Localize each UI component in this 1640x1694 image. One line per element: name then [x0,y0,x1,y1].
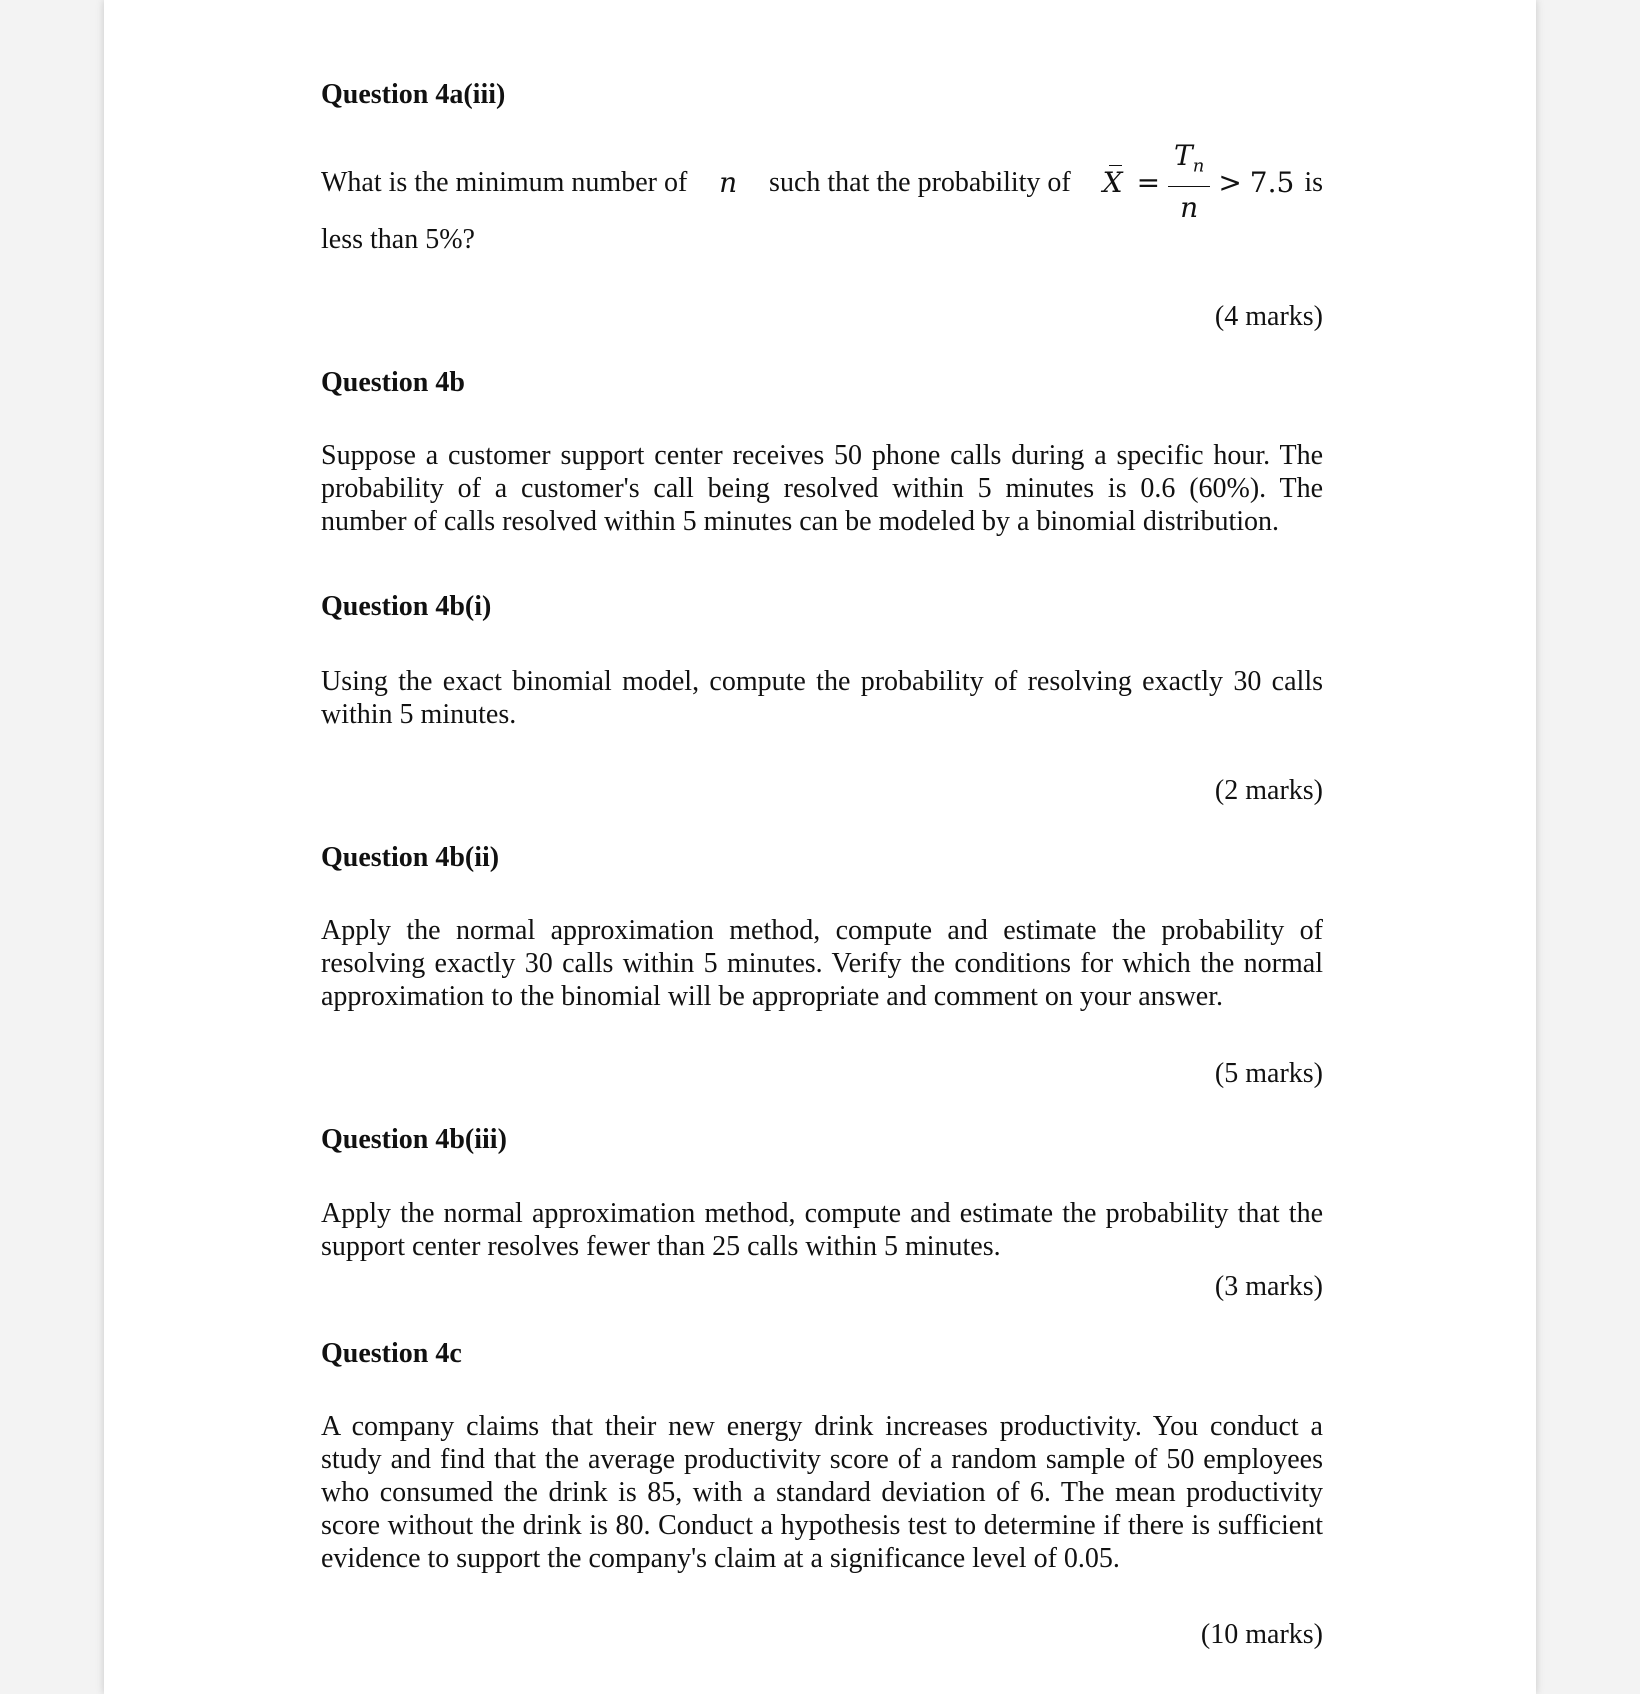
threshold-value: 7.5 [1249,165,1295,199]
fraction-tn-over-n [1168,141,1210,225]
x-bar-symbol: X [1102,165,1123,199]
question-4b-ii-text: Apply the normal approximation method, compute and estimate the probability of resolving exactly 30 calls within 5 minutes. Verify the conditions for which the normal approximation to the binomial will be appropriate and comment on your answer. [321,915,1323,1012]
question-4b-ii-marks: (5 marks) [1214,1058,1323,1089]
question-4b-ii-heading: Question 4b(ii) [321,842,500,873]
variable-n: n [719,165,738,199]
question-4a-iii-text-line2: less than 5%? [321,224,475,255]
question-4b-text: Suppose a customer support center receives 50 phone calls during a specific hour. The probability of a customer's call being resolved within 5 minutes is 0.6 (60%). The number of calls resolved within 5 minutes can be modeled by a binomial distribution. [321,440,1323,537]
question-4b-i-marks: (2 marks) [1214,775,1323,806]
question-4c-marks: (10 marks) [1200,1619,1323,1650]
question-4b-iii-heading: Question 4b(iii) [321,1124,507,1155]
question-4b-i-heading: Question 4b(i) [321,591,492,622]
question-4a-iii-text-pre: What is the minimum number of [321,166,688,198]
question-4b-iii-marks: (3 marks) [1214,1271,1323,1302]
question-4a-iii-text-mid: such that the probability of [769,166,1071,198]
fraction-numerator: T [1174,139,1193,172]
question-4c-heading: Question 4c [321,1338,462,1369]
equals-sign: = [1136,165,1161,199]
question-4b-heading: Question 4b [321,367,465,398]
question-4c-text: A company claims that their new energy drink increases productivity. You conduct a study and find that the average productivity score of a random sample of 50 employees who consumed the drink is 85, with a standard deviation of 6. The mean productivity score without the drink is 80. Conduct a hypothesis test to determine if there is sufficient evidence to support the company's claim at a significance level of 0.05. [321,1411,1323,1574]
question-4b-iii-text: Apply the normal approximation method, compute and estimate the probability that the support center resolves fewer than 25 calls within 5 minutes. [321,1198,1323,1262]
question-4a-iii-marks: (4 marks) [1214,301,1323,332]
fraction-denominator: n [1180,190,1199,224]
greater-than-sign: > [1218,165,1242,199]
question-4b-i-text: Using the exact binomial model, compute the probability of resolving exactly 30 calls within 5 minutes. [321,666,1323,730]
question-4a-iii-text-line1 [321,141,1323,225]
fraction-numerator-subscript: n [1192,155,1205,177]
question-4a-iii-heading: Question 4a(iii) [321,79,506,110]
question-4a-iii-text-is: is [1304,166,1323,198]
document-page [104,0,1536,1694]
